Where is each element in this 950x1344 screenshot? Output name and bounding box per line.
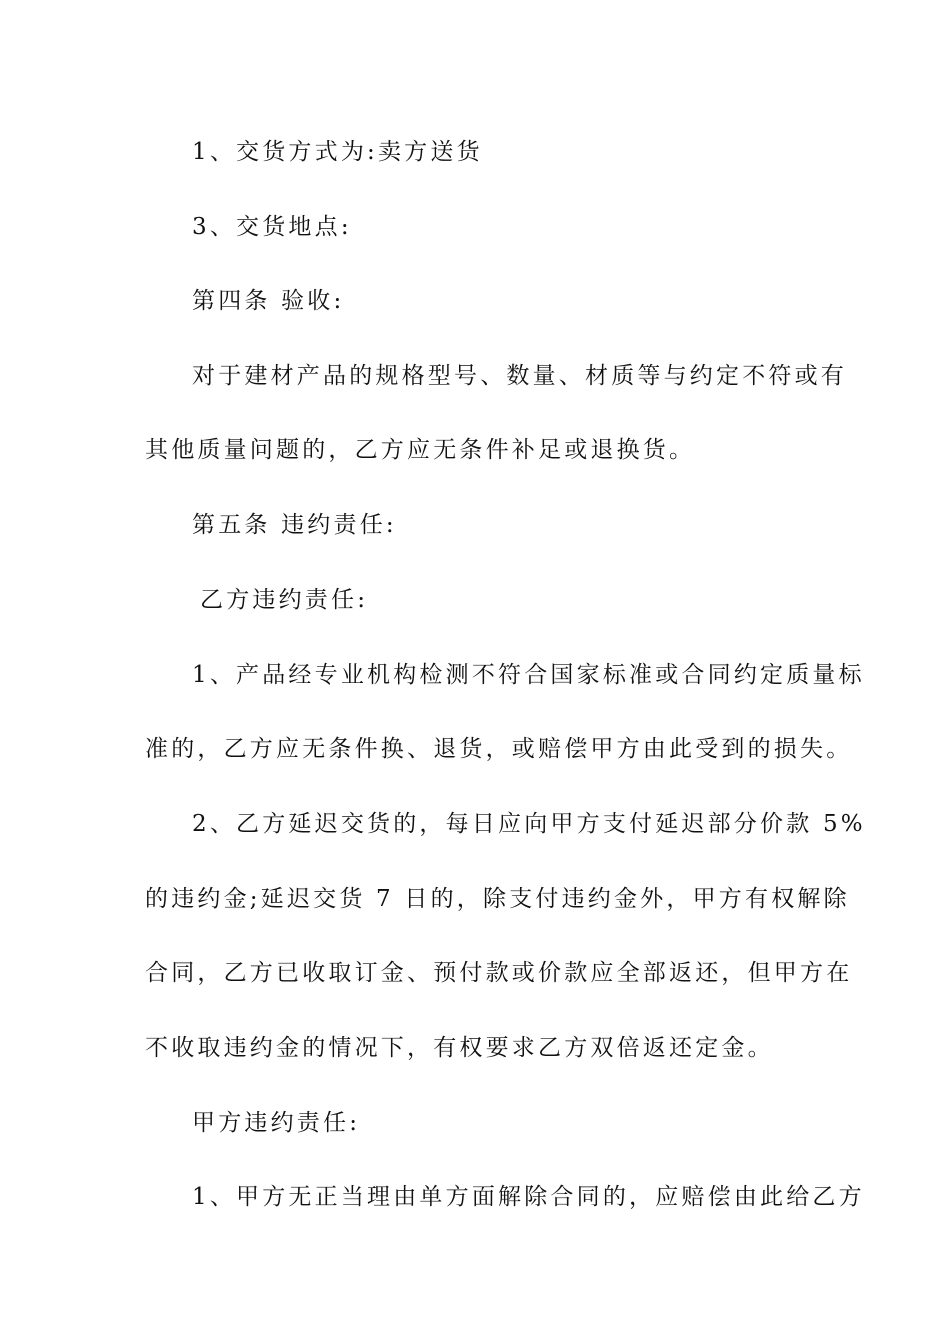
party-b-item-1-line-2: 准的，乙方应无条件换、退货，或赔偿甲方由此受到的损失。 [145,736,853,762]
delivery-location-line: 3、交货地点: [192,214,352,240]
party-b-item-2-line-3: 合同，乙方已收取订金、预付款或价款应全部返还，但甲方在 [145,960,853,986]
article-4-heading: 第四条 验收: [192,288,345,314]
party-b-liability-heading: 乙方违约责任: [200,587,369,613]
delivery-method-line: 1、交货方式为:卖方送货 [192,139,483,165]
party-a-liability-heading: 甲方违约责任: [192,1110,361,1136]
article-5-heading: 第五条 违约责任: [192,512,397,538]
party-b-item-1-line-1: 1、产品经专业机构检测不符合国家标准或合同约定质量标 [192,662,865,688]
inspection-paragraph-line-1: 对于建材产品的规格型号、数量、材质等与约定不符或有 [192,363,847,389]
party-a-item-1-line-1: 1、甲方无正当理由单方面解除合同的，应赔偿由此给乙方 [192,1184,865,1210]
party-b-item-2-line-2: 的违约金;延迟交货 7 日的，除支付违约金外，甲方有权解除 [145,886,850,912]
inspection-paragraph-line-2: 其他质量问题的，乙方应无条件补足或退换货。 [145,437,696,463]
party-b-item-2-line-1: 2、乙方延迟交货的，每日应向甲方支付延迟部分价款 5% [192,811,866,837]
party-b-item-2-line-4: 不收取违约金的情况下，有权要求乙方双倍返还定金。 [145,1035,774,1061]
